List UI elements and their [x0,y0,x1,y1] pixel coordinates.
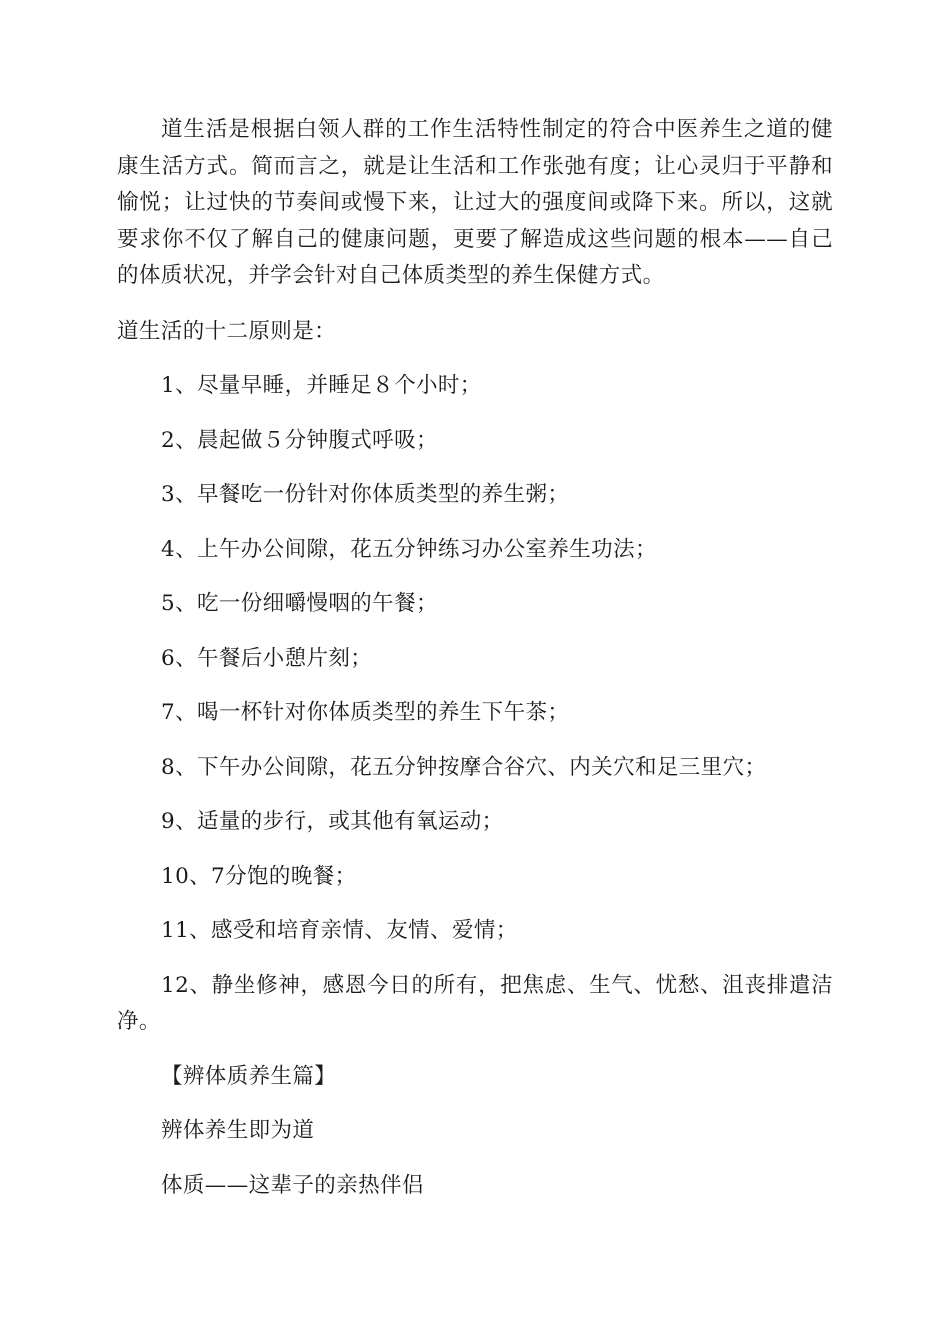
section-title: 【辨体质养生篇】 [161,1063,337,1089]
principle-item-1: 1、尽量早睡，并睡足８个小时； [161,373,482,398]
principles-heading: 道生活的十二原则是： [117,318,337,344]
subtitle-1: 辨体养生即为道 [161,1118,315,1143]
principle-item-6: 6、午餐后小憩片刻； [161,645,373,671]
principle-item-12: 12、静坐修神，感恩今日的所有，把焦虑、生气、忧愁、沮丧排遣洁净。 [117,972,833,1034]
principle-item-7: 7、喝一杯针对你体质类型的养生下午茶； [161,700,570,725]
subtitle-2: 体质——这辈子的亲热伴侣 [161,1172,424,1198]
principle-item-10: 10、7分饱的晚餐； [161,863,357,889]
document-page [117,112,833,1204]
principle-item-2: 2、晨起做５分钟腹式呼吸； [161,427,438,453]
principle-item-5: 5、吃一份细嚼慢咽的午餐； [161,591,438,616]
principle-item-9: 9、适量的步行，或其他有氧运动； [161,809,504,834]
principle-item-8: 8、下午办公间隙，花五分钟按摩合谷穴、内关穴和足三里穴； [161,754,767,780]
principle-item-4: 4、上午办公间隙，花五分钟练习办公室养生功法； [161,536,657,562]
principle-item-3: 3、早餐吃一份针对你体质类型的养生粥； [161,482,570,507]
intro-paragraph: 道生活是根据白领人群的工作生活特性制定的符合中医养生之道的健康生活方式。简而言之，就是让生活和工作张弛有度；让心灵归于平静和愉悦；让过快的节奏间或慢下来，让过大的强度间或降下来。所以，这就要求你不仅了解自己的健康问题，更要了解造成这些问题的根本——自己的体质状况，并学会针对自己体质类型的养生保健方式。 [117,117,833,288]
principle-item-11: 11、感受和培育亲情、友情、爱情； [161,918,518,943]
